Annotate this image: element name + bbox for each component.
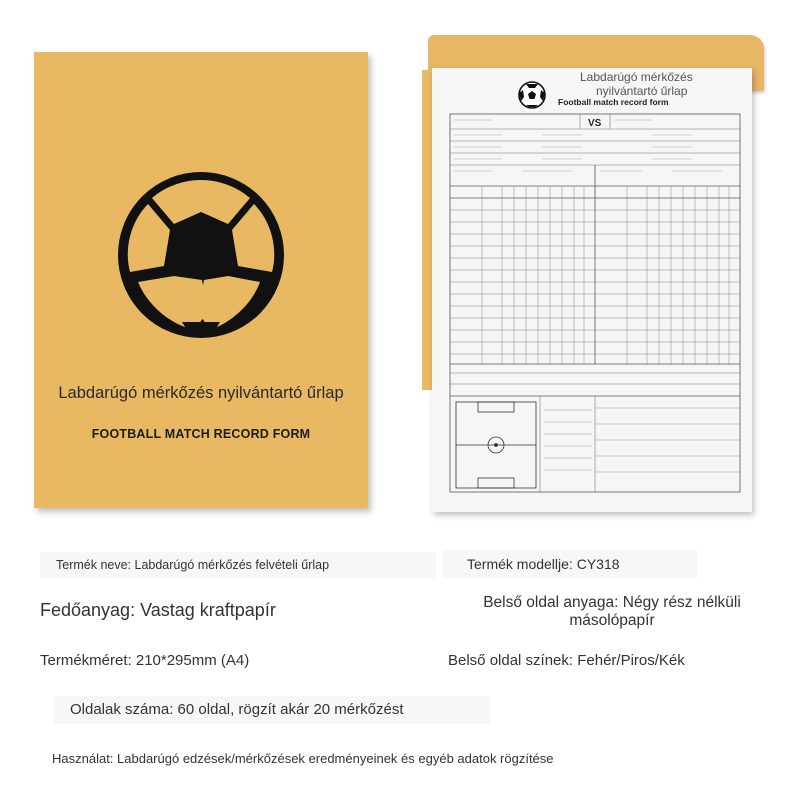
form-vs-label: VS [588,118,602,129]
notebook-cover [34,52,368,508]
spec-inner-material-line2: másolópapír [569,612,655,629]
form-sheet [432,68,752,512]
spec-cover-material: Fedőanyag: Vastag kraftpapír [40,600,276,620]
spec-pages: Oldalak száma: 60 oldal, rögzít akár 20 mérkőzést [54,696,490,724]
soccer-ball-icon [118,172,284,338]
spec-inner-colors: Belső oldal színek: Fehér/Piros/Kék [448,652,685,669]
form-title-hu-line2: nyilvántartó űrlap [596,84,688,98]
cover-title-en: FOOTBALL MATCH RECORD FORM [91,427,311,441]
spec-model: Termék modellje: CY318 [442,550,697,578]
form-title-en: Football match record form [558,97,669,107]
spec-inner-material-line1: Belső oldal anyaga: Négy rész nélküli [483,594,741,611]
form-grid [432,68,752,512]
form-ball-icon [519,82,545,108]
form-title-hu-line1: Labdarúgó mérkőzés [580,70,693,84]
spec-usage: Használat: Labdarúgó edzések/mérkőzések eredményeinek és egyéb adatok rögzítése [52,751,554,766]
pitch-diagram [456,402,536,488]
spec-size: Termékméret: 210*295mm (A4) [40,652,250,669]
spec-product-name: Termék neve: Labdarúgó mérkőzés felvételi űrlap [40,552,436,578]
cover-title-hu: Labdarúgó mérkőzés nyilvántartó űrlap [58,384,344,402]
